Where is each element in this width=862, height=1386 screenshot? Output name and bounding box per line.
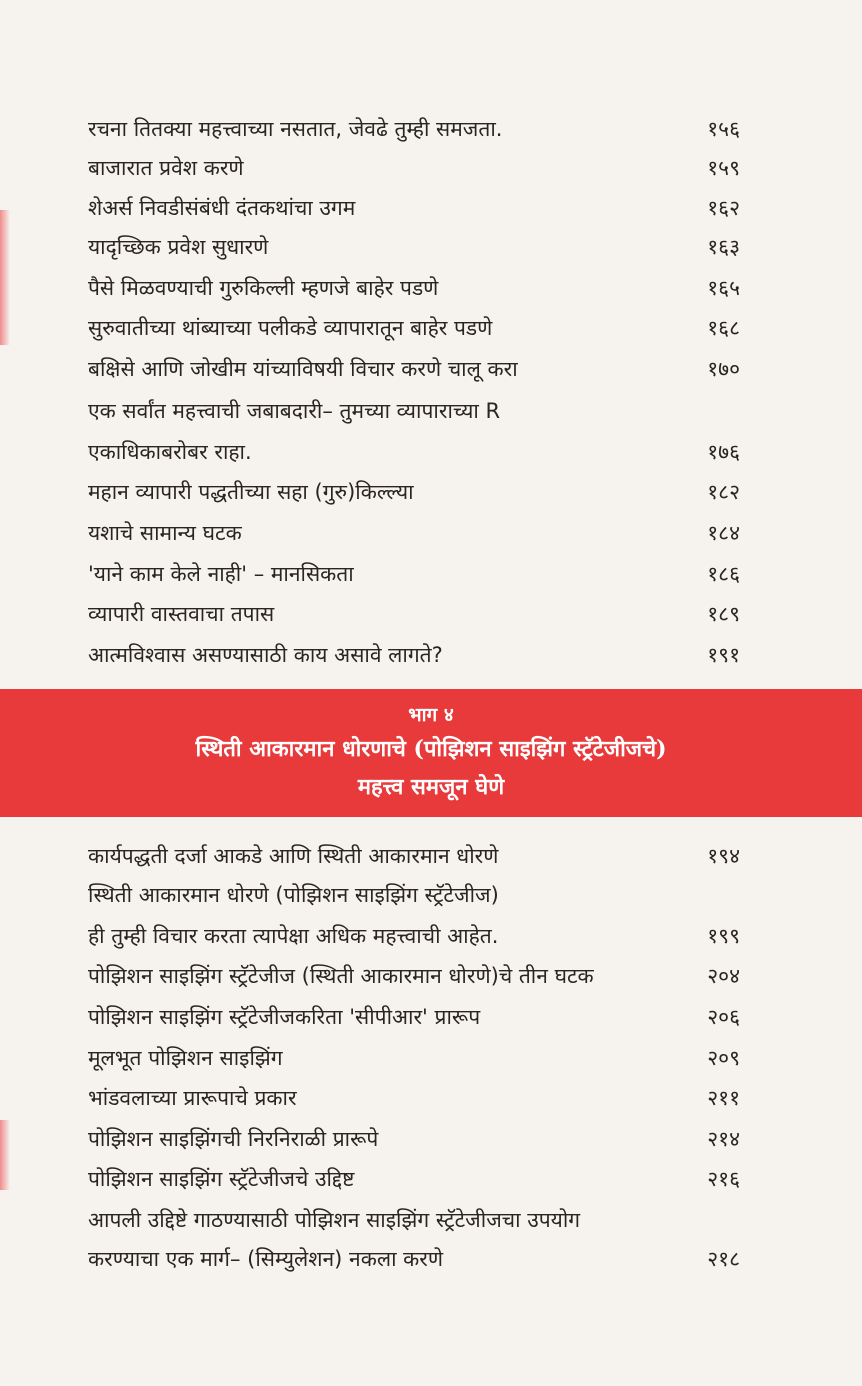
toc-entry[interactable] <box>88 396 740 426</box>
toc-entry-title: ही तुम्ही विचार करता त्यापेक्षा अधिक महत्त्वाची आहेत. <box>88 924 499 948</box>
toc-entry-page: १६३ <box>707 235 740 259</box>
toc-entry-title: 'याने काम केले नाही' – मानसिकता <box>88 562 354 586</box>
toc-entry[interactable] <box>88 1002 740 1032</box>
toc-entry-page: १६२ <box>707 196 740 220</box>
toc-entry-page: २०६ <box>707 1005 740 1029</box>
toc-entry-page: १७० <box>707 357 740 381</box>
toc-entry[interactable] <box>88 232 740 262</box>
toc-entry-page: १९४ <box>707 844 740 868</box>
toc-entry[interactable] <box>88 640 740 670</box>
toc-entry[interactable] <box>88 313 740 343</box>
toc-entry[interactable] <box>88 1124 740 1154</box>
toc-entry-page: १८४ <box>707 521 740 545</box>
toc-entry[interactable] <box>88 1205 740 1235</box>
toc-entry[interactable] <box>88 1083 740 1113</box>
part-label: भाग ४ <box>408 704 454 726</box>
toc-entry-title: पोझिशन साइझिंग स्ट्रॅटेजीजकरिता 'सीपीआर' प्रारूप <box>88 1005 481 1029</box>
toc-entry-page: २०४ <box>707 964 740 988</box>
toc-entry-title: आपली उद्दिष्टे गाठण्यासाठी पोझिशन साइझिंग स्ट्रॅटेजीजचा उपयोग <box>88 1208 581 1232</box>
toc-entry-page: १५६ <box>707 117 740 141</box>
toc-entry-page: २०९ <box>707 1046 740 1070</box>
toc-entry[interactable] <box>88 518 740 548</box>
toc-entry-title: एकाधिकाबरोबर राहा. <box>88 440 252 464</box>
toc-entry[interactable] <box>88 1244 740 1274</box>
toc-entry[interactable] <box>88 921 740 951</box>
toc-entry-title: शेअर्स निवडीसंबंधी दंतकथांचा उगम <box>88 196 356 220</box>
toc-entry[interactable] <box>88 559 740 589</box>
toc-entry-page: १८९ <box>707 602 740 626</box>
toc-entry-title: रचना तितक्या महत्त्वाच्या नसतात, जेवढे तुम्ही समजता. <box>88 117 503 141</box>
toc-entry-page: १५९ <box>707 156 740 180</box>
toc-entry-title: कार्यपद्धती दर्जा आकडे आणि स्थिती आकारमान धोरणे <box>88 844 499 868</box>
toc-entry-title: बक्षिसे आणि जोखीम यांच्याविषयी विचार करणे चालू करा <box>88 357 518 381</box>
toc-entry-page: २१४ <box>707 1127 740 1151</box>
toc-entry-page: २११ <box>707 1086 740 1110</box>
toc-entry-page: १८२ <box>707 480 740 504</box>
toc-entry-page: १६५ <box>707 276 740 300</box>
toc-entry-page: २१६ <box>707 1167 740 1191</box>
toc-entry-title: पोझिशन साइझिंगची निरनिराळी प्रारूपे <box>88 1127 379 1151</box>
toc-entry[interactable] <box>88 1043 740 1073</box>
toc-entry-title: सुरुवातीच्या थांब्याच्या पलीकडे व्यापारातून बाहेर पडणे <box>88 316 493 340</box>
toc-entry-title: भांडवलाच्या प्रारूपाचे प्रकार <box>88 1086 297 1110</box>
toc-entry[interactable] <box>88 1164 740 1194</box>
toc-entry[interactable] <box>88 880 740 910</box>
toc-entry-title: पोझिशन साइझिंग स्ट्रॅटेजीज (स्थिती आकारमान धोरणे)चे तीन घटक <box>88 964 594 988</box>
part-title-line-2: महत्त्व समजून घेणे <box>357 774 505 800</box>
toc-entry-title: एक सर्वांत महत्त्वाची जबाबदारी– तुमच्या व्यापाराच्या R <box>88 399 501 423</box>
toc-entry-title: पोझिशन साइझिंग स्ट्रॅटेजीजचे उद्दिष्ट <box>88 1167 355 1191</box>
toc-entry[interactable] <box>88 273 740 303</box>
toc-entry-page: २१८ <box>707 1247 740 1271</box>
toc-entry[interactable] <box>88 437 740 467</box>
toc-entry-title: स्थिती आकारमान धोरणे (पोझिशन साइझिंग स्ट्रॅटेजीज) <box>88 883 499 907</box>
toc-entry-title: यादृच्छिक प्रवेश सुधारणे <box>88 235 269 259</box>
toc-entry[interactable] <box>88 354 740 384</box>
toc-entry-page: १९९ <box>707 924 740 948</box>
page-edge-bleed <box>0 210 10 345</box>
toc-entry[interactable] <box>88 153 740 183</box>
toc-entry-title: पैसे मिळवण्याची गुरुकिल्ली म्हणजे बाहेर पडणे <box>88 276 439 300</box>
toc-entry-page: १७६ <box>707 440 740 464</box>
toc-entry-title: बाजारात प्रवेश करणे <box>88 156 244 180</box>
page-edge-bleed <box>0 1120 10 1190</box>
part-banner <box>0 689 862 817</box>
toc-entry-title: आत्मविश्वास असण्यासाठी काय असावे लागते? <box>88 643 443 667</box>
part-title-line-1: स्थिती आकारमान धोरणाचे (पोझिशन साइझिंग स्ट्रॅटेजीजचे) <box>195 736 667 762</box>
toc-entry-title: यशाचे सामान्य घटक <box>88 521 242 545</box>
toc-entry[interactable] <box>88 841 740 871</box>
toc-entry-title: मूलभूत पोझिशन साइझिंग <box>88 1046 283 1070</box>
toc-entry[interactable] <box>88 599 740 629</box>
toc-entry[interactable] <box>88 961 740 991</box>
toc-entry[interactable] <box>88 477 740 507</box>
toc-entry-page: १९१ <box>707 643 740 667</box>
toc-entry[interactable] <box>88 114 740 144</box>
toc-entry-page: १६८ <box>707 316 740 340</box>
toc-entry-page: १८६ <box>707 562 740 586</box>
toc-entry-title: करण्याचा एक मार्ग– (सिम्युलेशन) नकला करणे <box>88 1247 444 1271</box>
toc-entry[interactable] <box>88 193 740 223</box>
toc-entry-title: महान व्यापारी पद्धतीच्या सहा (गुरु)किल्ल्या <box>88 480 414 504</box>
toc-entry-title: व्यापारी वास्तवाचा तपास <box>88 602 275 626</box>
